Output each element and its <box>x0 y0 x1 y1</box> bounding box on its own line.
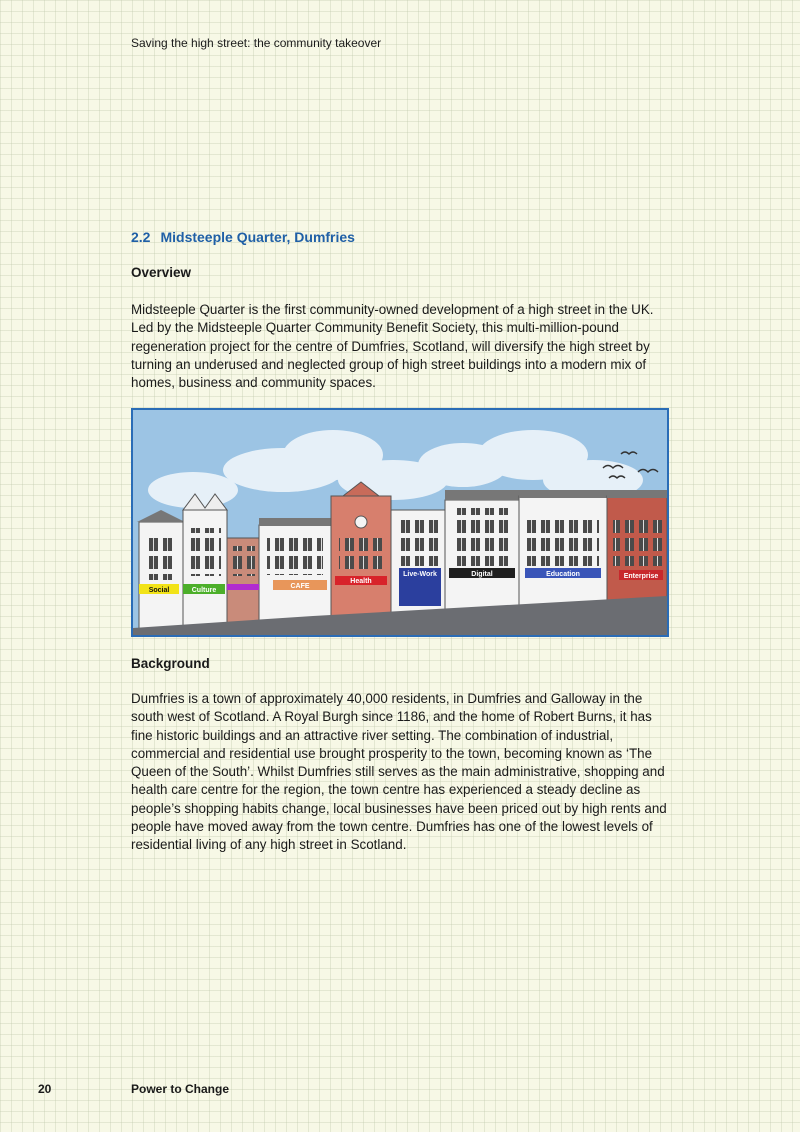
shop-sign-education <box>525 568 601 578</box>
building-5 <box>331 482 391 630</box>
background-paragraph: Dumfries is a town of approximately 40,000 residents, in Dumfries and Galloway in the south west of Scotland. A Royal Burgh since 1186, and the home of Robert Burns, it has fine historic buildings and an attractive river setting. The combination of industrial, commercial and residential use brought prosperity to the town, becoming known as ‘The Queen of the South’. Whilst Dumfries still serves as the main administrative, shopping and health care centre for the region, the town centre has experienced a steady decline as people’s shopping habits change, local businesses have been priced out by high rents and people have moved away from the town centre. Dumfries has one of the lowest levels of residential living of any high street in Scotland. <box>131 691 667 853</box>
overview-paragraph: Midsteeple Quarter is the first community-owned development of a high street in the UK. Led by the Midsteeple Quarter Community Benefit Society, this multi-million-pound regeneration project for the centre of Dumfries, Scotland, will diversify the high street by turning an underused and neglected group of high street buildings into a modern mix of homes, business and community spaces. <box>131 302 654 391</box>
shop-sign-live-work-label: Live-Work <box>403 571 437 578</box>
section-number: 2.2 <box>131 229 151 245</box>
shop-sign-social <box>139 584 179 594</box>
overview-heading: Overview <box>131 265 192 280</box>
footer-brand: Power to Change <box>131 1082 230 1096</box>
shop-sign-education-label: Education <box>546 571 580 578</box>
shop-sign-enterprise <box>619 570 663 580</box>
shop-sign-digital-label: Digital <box>471 571 493 578</box>
building-4 <box>259 518 331 630</box>
running-header: Saving the high street: the community takeover <box>131 36 382 50</box>
streetscape-illustration <box>131 408 669 637</box>
building-1 <box>137 510 185 630</box>
streetscape-drawing <box>133 410 667 635</box>
section-heading <box>131 229 355 245</box>
shop-sign-live-work <box>399 568 441 606</box>
shop-sign-health <box>335 576 387 585</box>
shop-sign-social-label: Social <box>148 587 170 594</box>
shop-sign-cafe <box>273 580 327 590</box>
background-heading: Background <box>131 656 210 671</box>
shop-sign-cafe-label: CAFE <box>290 583 310 590</box>
shop-sign-culture <box>183 584 225 594</box>
shop-sign-culture-label: Culture <box>191 587 217 594</box>
page-number: 20 <box>38 1082 52 1096</box>
shop-sign-digital <box>449 568 515 578</box>
section-title: Midsteeple Quarter, Dumfries <box>160 229 355 245</box>
shop-sign-health-label: Health <box>350 578 372 585</box>
shop-sign-purple <box>227 584 259 590</box>
shop-sign-enterprise-label: Enterprise <box>623 573 659 580</box>
building-2 <box>183 494 227 630</box>
